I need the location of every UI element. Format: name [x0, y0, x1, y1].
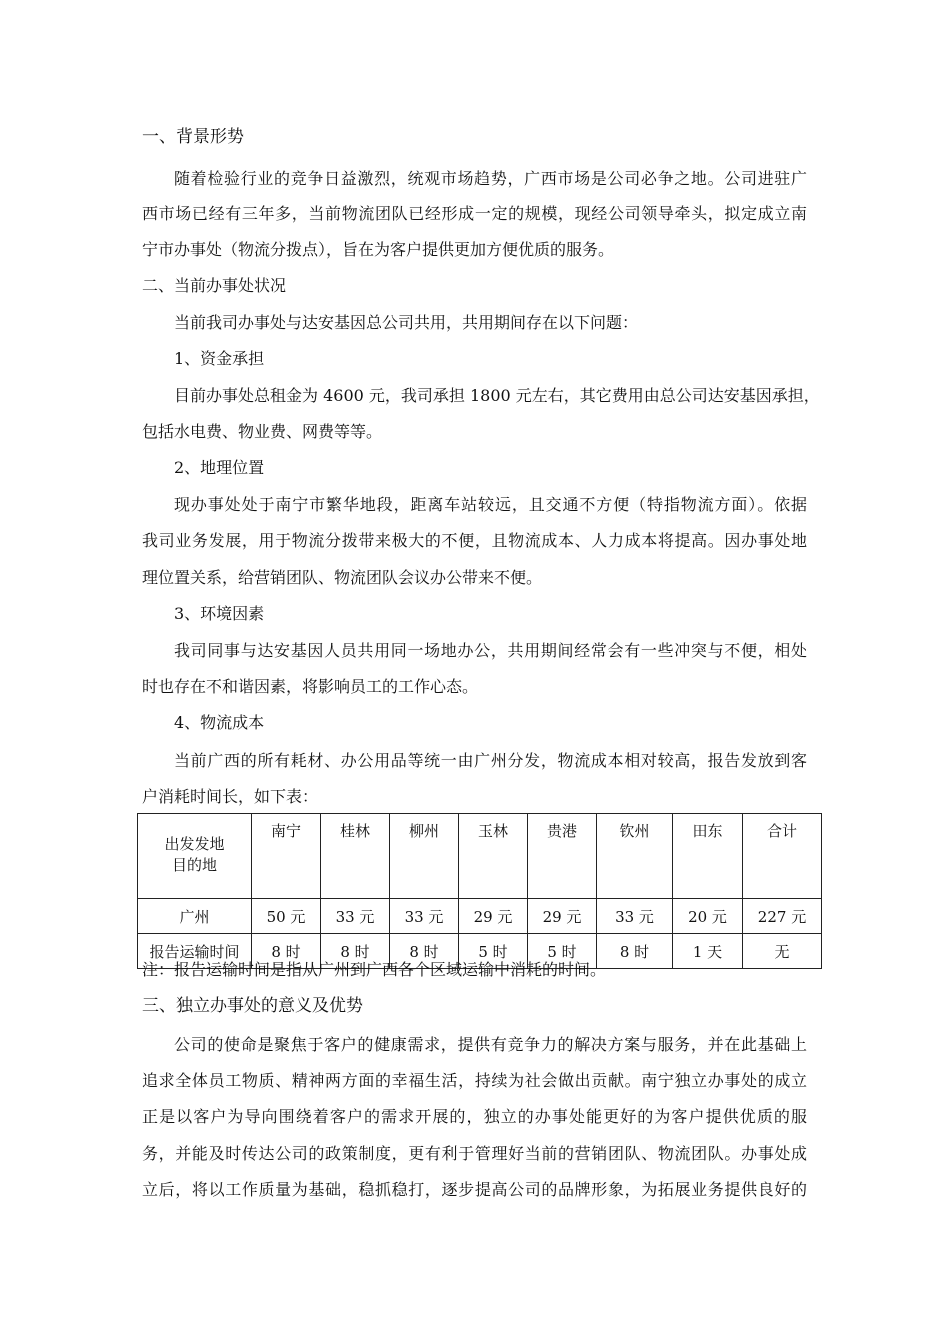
table-header-cell: 钦州 — [597, 814, 673, 899]
table-corner-cell — [138, 814, 252, 899]
paragraph-line: 目前办事处总租金为 4600 元，我司承担 1800 元左右，其它费用由总公司达安基因承担， — [174, 386, 820, 405]
table-header-cell: 田东 — [673, 814, 743, 899]
table-cell: 1 天 — [673, 934, 743, 969]
table-cell: 227 元 — [743, 899, 822, 934]
table-cell: 无 — [743, 934, 822, 969]
table-cell: 33 元 — [321, 899, 390, 934]
paragraph-line: 正是以客户为导向围绕着客户的需求开展的，独立的办事处能更好的为客户提供优质的服 — [142, 1107, 807, 1126]
table-header-cell: 合计 — [743, 814, 822, 899]
table-row-label: 报告运输时间 — [138, 934, 252, 969]
table-cell: 33 元 — [390, 899, 459, 934]
paragraph-line: 时也存在不和谐因素，将影响员工的工作心态。 — [142, 677, 479, 696]
paragraph-line: 当前我司办事处与达安基因总公司共用，共用期间存在以下问题： — [174, 313, 639, 332]
paragraph-line: 理位置关系，给营销团队、物流团队会议办公带来不便。 — [142, 568, 543, 587]
table-cell: 8 时 — [321, 934, 390, 969]
table-cell: 8 时 — [390, 934, 459, 969]
paragraph-line: 户消耗时间长，如下表： — [142, 787, 319, 806]
paragraph-line: 立后，将以工作质量为基础，稳抓稳打，逐步提高公司的品牌形象，为拓展业务提供良好的 — [142, 1180, 807, 1199]
corner-destination-label: 目的地 — [171, 856, 217, 874]
table-cell: 5 时 — [459, 934, 528, 969]
table-header-cell: 南宁 — [252, 814, 321, 899]
table-cell: 8 时 — [252, 934, 321, 969]
paragraph-line: 务，并能及时传达公司的政策制度，更有利于管理好当前的营销团队、物流团队。办事处成 — [142, 1144, 807, 1163]
table-header-cell: 桂林 — [321, 814, 390, 899]
paragraph-line: 宁市办事处（物流分拨点），旨在为客户提供更加方便优质的服务。 — [142, 240, 615, 259]
table-row — [138, 899, 822, 934]
table-cell: 20 元 — [673, 899, 743, 934]
table-cell: 8 时 — [597, 934, 673, 969]
table-cell: 5 时 — [528, 934, 597, 969]
table-header-cell: 贵港 — [528, 814, 597, 899]
table-header-cell: 柳州 — [390, 814, 459, 899]
section-2-heading: 二、当前办事处状况 — [142, 276, 287, 295]
paragraph-line: 我司业务发展，用于物流分拨带来极大的不便，且物流成本、人力成本将提高。因办事处地 — [142, 531, 807, 550]
table-note: 注：报告运输时间是指从广州到广西各个区域运输中消耗的时间。 — [142, 960, 607, 979]
section-1-heading: 一、背景形势 — [142, 127, 244, 147]
subsection-heading: 2、地理位置 — [174, 458, 265, 477]
section-3-heading: 三、独立办事处的意义及优势 — [142, 996, 363, 1016]
subsection-heading: 1、资金承担 — [174, 349, 265, 368]
paragraph-line: 我司同事与达安基因人员共用同一场地办公，共用期间经常会有一些冲突与不便，相处 — [174, 641, 807, 660]
corner-origin-label: 出发发地 — [164, 835, 225, 853]
paragraph-line: 随着检验行业的竞争日益激烈，统观市场趋势，广西市场是公司必争之地。公司进驻广 — [174, 169, 807, 188]
subsection-heading: 3、环境因素 — [174, 604, 265, 623]
table-cell: 50 元 — [252, 899, 321, 934]
paragraph-line: 包括水电费、物业费、网费等等。 — [142, 422, 383, 441]
logistics-cost-table — [137, 813, 822, 969]
table-header-row — [138, 814, 822, 899]
paragraph-line: 公司的使命是聚焦于客户的健康需求，提供有竞争力的解决方案与服务，并在此基础上 — [174, 1035, 807, 1054]
table-cell: 29 元 — [528, 899, 597, 934]
table-cell: 29 元 — [459, 899, 528, 934]
subsection-heading: 4、物流成本 — [174, 713, 265, 732]
table-header-cell: 玉林 — [459, 814, 528, 899]
paragraph-line: 追求全体员工物质、精神两方面的幸福生活，持续为社会做出贡献。南宁独立办事处的成立 — [142, 1071, 807, 1090]
table-cell: 33 元 — [597, 899, 673, 934]
table-row-label: 广州 — [138, 899, 252, 934]
paragraph-line: 当前广西的所有耗材、办公用品等统一由广州分发，物流成本相对较高，报告发放到客 — [174, 751, 807, 770]
paragraph-line: 西市场已经有三年多，当前物流团队已经形成一定的规模，现经公司领导牵头，拟定成立南 — [142, 204, 807, 223]
paragraph-line: 现办事处处于南宁市繁华地段，距离车站较远，且交通不方便（特指物流方面）。依据 — [174, 495, 807, 514]
